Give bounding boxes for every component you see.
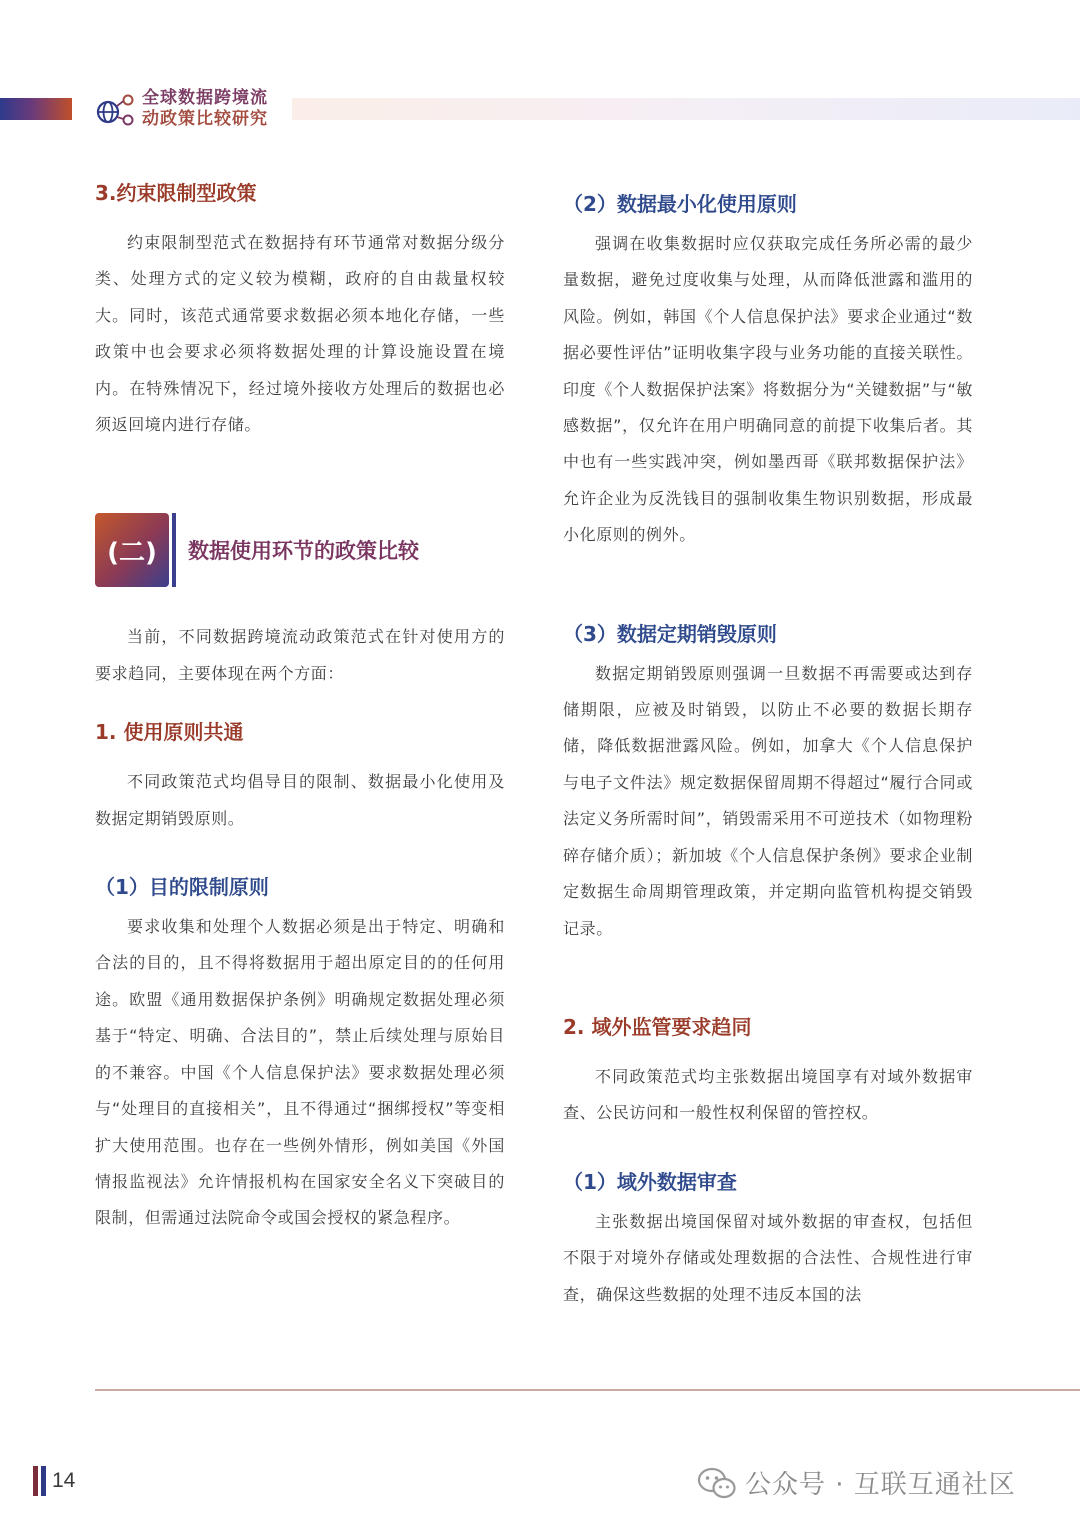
report-title [142, 88, 292, 130]
section-number-badge: (二) [95, 513, 169, 587]
heading-extraterritorial-regulation: 2. 域外监管要求趋同 [563, 1014, 752, 1039]
section-header [95, 513, 505, 587]
footer-divider [95, 1389, 1080, 1391]
heading-usage-principles: 1. 使用原则共通 [95, 720, 244, 745]
paragraph-data-minimization: 强调在收集数据时应仅获取完成任务所必需的最少量数据，避免过度收集与处理，从而降低泄露和滥用的风险。例如，韩国《个人信息保护法》要求企业通过“数据必要性评估”证明收集字段与业务功能的直接关联性。印度《个人数据保护法案》将数据分为“关键数据”与“敏感数据”，仅允许在用户明确同意的前提下收集后者。其中也有一些实践冲突，例如墨西哥《联邦数据保护法》允许企业为反洗钱目的强制收集生物识别数据，形成最小化原则的例外。 [563, 234, 973, 545]
heading-purpose-limitation: （1）目的限制原则 [95, 875, 269, 900]
paragraph-purpose-limitation: 要求收集和处理个人数据必须是出于特定、明确和合法的目的，且不得将数据用于超出原定目的的任何用途。欧盟《通用数据保护条例》明确规定数据处理必须基于“特定、明确、合法目的”，禁止后续处理与原始目的不兼容。中国《个人信息保护法》要求数据处理必须与“处理目的直接相关”，且不得通过“捆绑授权”等变相扩大使用范围。也存在一些例外情形，例如美国《外国情报监视法》允许情报机构在国家安全名义下突破目的限制，但需通过法院命令或国会授权的紧急程序。 [95, 917, 505, 1228]
right-column [563, 186, 973, 1313]
paragraph-usage-principles: 不同政策范式均倡导目的限制、数据最小化使用及数据定期销毁原则。 [95, 772, 505, 828]
report-title-line2: 动政策比较研究 [142, 109, 268, 129]
section-title: 数据使用环节的政策比较 [188, 539, 419, 564]
watermark [697, 1464, 1016, 1501]
heading-data-minimization: （2）数据最小化使用原则 [563, 192, 797, 216]
page-number: 14 [52, 1469, 76, 1492]
header-gradient-band [292, 98, 1080, 120]
globe-data-icon [94, 88, 138, 132]
watermark-text: 公众号 · 互联互通社区 [745, 1470, 1016, 1500]
paragraph-extraterritorial-review: 主张数据出境国保留对域外数据的审查权，包括但不限于对境外存储或处理数据的合法性、合规性进行审查，确保这些数据的处理不违反本国的法 [563, 1211, 973, 1304]
wechat-icon [697, 1466, 737, 1500]
heading-restrictive-policy: 3.约束限制型政策 [95, 181, 257, 205]
paragraph-extraterritorial-regulation: 不同政策范式均主张数据出境国享有对域外数据审查、公民访问和一般性权利保留的管控权。 [563, 1066, 973, 1123]
page-marker-bar-blue [41, 1466, 46, 1496]
paragraph-periodic-destruction: 数据定期销毁原则强调一旦数据不再需要或达到存储期限，应被及时销毁，以防止不必要的数据长期存储，降低数据泄露风险。例如，加拿大《个人信息保护与电子文件法》规定数据保留周期不得超过“履行合同或法定义务所需时间”，销毁需采用不可逆技术（如物理粉碎存储介质）；新加坡《个人信息保护条例》要求企业制定数据生命周期管理政策，并定期向监管机构提交销毁记录。 [563, 663, 973, 938]
paragraph-intro: 当前，不同数据跨境流动政策范式在针对使用方的要求趋同，主要体现在两个方面： [95, 627, 505, 683]
page-marker-bar [33, 1466, 38, 1496]
heading-periodic-destruction: （3）数据定期销毁原则 [563, 621, 777, 646]
section-divider-tick [172, 513, 176, 587]
paragraph-restrictive-policy: 约束限制型范式在数据持有环节通常对数据分级分类、处理方式的定义较为模糊，政府的自由裁量权较大。同时，该范式通常要求数据必须本地化存储，一些政策中也会要求必须将数据处理的计算设施设置在境内。在特殊情况下，经过境外接收方处理后的数据也必须返回境内进行存储。 [95, 233, 505, 435]
header-accent-bar [0, 98, 72, 120]
left-column [95, 175, 505, 1237]
heading-extraterritorial-review: （1）域外数据审查 [563, 1169, 737, 1194]
report-title-line1: 全球数据跨境流 [142, 88, 268, 108]
